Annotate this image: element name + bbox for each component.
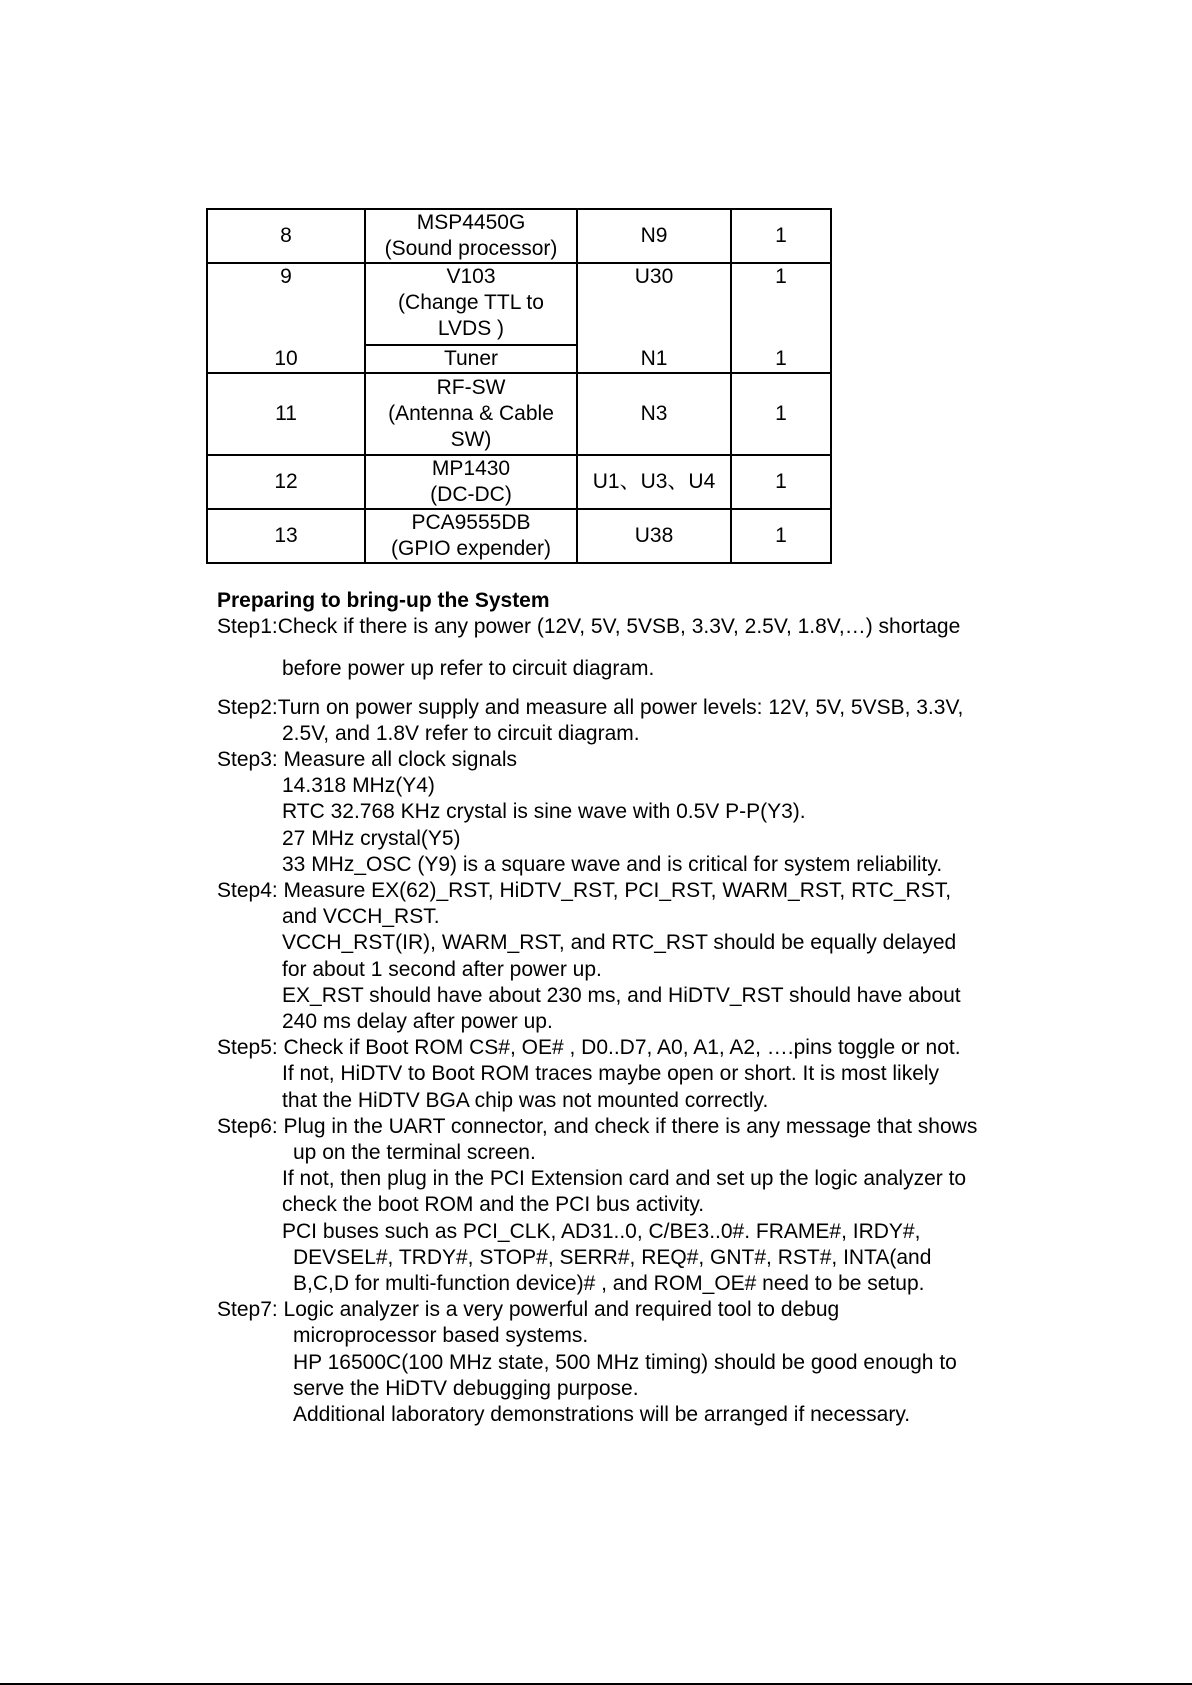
quantity-cell: 1 — [731, 373, 831, 455]
step-line: Step7: Logic analyzer is a very powerful and required tool to debug — [217, 1298, 840, 1322]
step-detail-line: and VCCH_RST. — [282, 905, 440, 929]
part-cell — [365, 373, 577, 455]
table-row — [207, 455, 831, 509]
step-detail-line: Additional laboratory demonstrations will be arranged if necessary. — [293, 1403, 911, 1427]
quantity-cell: 1 — [731, 455, 831, 509]
part-name: RF-SW — [436, 376, 506, 399]
step-detail-line: before power up refer to circuit diagram. — [282, 657, 655, 681]
step-detail-line: VCCH_RST(IR), WARM_RST, and RTC_RST should be equally delayed — [282, 931, 957, 955]
step-line: Step5: Check if Boot ROM CS#, OE# , D0..D7, A0, A1, A2, ….pins toggle or not. — [217, 1036, 961, 1060]
part-description: (Antenna & Cable — [388, 402, 554, 425]
step-line: Step4: Measure EX(62)_RST, HiDTV_RST, PCI_RST, WARM_RST, RTC_RST, — [217, 879, 952, 903]
step-detail-line: up on the terminal screen. — [293, 1141, 536, 1165]
step-detail-line: 27 MHz crystal(Y5) — [282, 826, 461, 850]
table-row — [207, 345, 831, 373]
table-row — [207, 263, 831, 345]
table-row — [207, 509, 831, 563]
row-number: 11 — [207, 373, 365, 455]
step-detail-line: PCI buses such as PCI_CLK, AD31..0, C/BE3..0#. FRAME#, IRDY#, — [282, 1219, 921, 1243]
step-detail-line: microprocessor based systems. — [293, 1324, 589, 1348]
quantity-cell: 1 — [731, 263, 831, 345]
part-name: MP1430 — [431, 457, 511, 480]
location-cell: N9 — [577, 209, 731, 263]
part-cell — [365, 263, 577, 345]
step-line: Step3: Measure all clock signals — [217, 748, 517, 772]
step-line: Step6: Plug in the UART connector, and check if there is any message that shows — [217, 1114, 978, 1138]
bring-up-section — [217, 588, 1117, 1428]
step-detail-line: that the HiDTV BGA chip was not mounted correctly. — [282, 1088, 769, 1112]
part-cell — [365, 345, 577, 373]
part-name: V103 — [446, 265, 496, 288]
part-name: MSP4450G — [416, 211, 526, 234]
location-cell: N3 — [577, 373, 731, 455]
quantity-cell: 1 — [731, 509, 831, 563]
part-description: (Change TTL to — [398, 291, 544, 314]
row-number: 12 — [207, 455, 365, 509]
part-description: (GPIO expender) — [391, 537, 551, 560]
parts-table — [206, 208, 832, 564]
step-line: Step2:Turn on power supply and measure all power levels: 12V, 5V, 5VSB, 3.3V, — [217, 695, 964, 719]
part-description: (DC-DC) — [430, 483, 512, 506]
part-name: Tuner — [443, 347, 499, 370]
step-detail-line: B,C,D for multi-function device)# , and ROM_OE# need to be setup. — [293, 1272, 925, 1296]
part-description: SW) — [450, 428, 492, 451]
row-number: 9 — [207, 263, 365, 345]
step-detail-line: RTC 32.768 KHz crystal is sine wave with 0.5V P-P(Y3). — [282, 800, 806, 824]
location-cell: U38 — [577, 509, 731, 563]
quantity-cell: 1 — [731, 345, 831, 373]
location-cell: U1、U3、U4 — [577, 455, 731, 509]
step-detail-line: 240 ms delay after power up. — [282, 1010, 553, 1034]
step-detail-line: EX_RST should have about 230 ms, and HiDTV_RST should have about — [282, 983, 961, 1007]
step-detail-line: DEVSEL#, TRDY#, STOP#, SERR#, REQ#, GNT#, RST#, INTA(and — [293, 1245, 932, 1269]
part-name: PCA9555DB — [411, 511, 531, 534]
step-detail-line: 14.318 MHz(Y4) — [282, 774, 435, 798]
step-detail-line: If not, then plug in the PCI Extension card and set up the logic analyzer to — [282, 1167, 967, 1191]
step-detail-line: for about 1 second after power up. — [282, 957, 602, 981]
row-number: 10 — [207, 345, 365, 373]
step-detail-line: serve the HiDTV debugging purpose. — [293, 1376, 639, 1400]
section-heading: Preparing to bring-up the System — [217, 589, 550, 612]
step-detail-line: 2.5V, and 1.8V refer to circuit diagram. — [282, 721, 640, 745]
step-detail-line: If not, HiDTV to Boot ROM traces maybe open or short. It is most likely — [282, 1062, 940, 1086]
location-cell: U30 — [577, 263, 731, 345]
table-row — [207, 373, 831, 455]
part-cell — [365, 455, 577, 509]
part-description: LVDS ) — [437, 317, 505, 340]
part-description: (Sound processor) — [384, 237, 558, 260]
step-detail-line: HP 16500C(100 MHz state, 500 MHz timing) should be good enough to — [293, 1350, 957, 1374]
quantity-cell: 1 — [731, 209, 831, 263]
row-number: 8 — [207, 209, 365, 263]
location-cell: N1 — [577, 345, 731, 373]
table-row — [207, 209, 831, 263]
part-cell — [365, 209, 577, 263]
step-detail-line: check the boot ROM and the PCI bus activity. — [282, 1193, 705, 1217]
step-line: Step1:Check if there is any power (12V, 5V, 5VSB, 3.3V, 2.5V, 1.8V,…) shortage — [217, 615, 961, 639]
row-number: 13 — [207, 509, 365, 563]
part-cell — [365, 509, 577, 563]
step-detail-line: 33 MHz_OSC (Y9) is a square wave and is critical for system reliability. — [282, 852, 943, 876]
